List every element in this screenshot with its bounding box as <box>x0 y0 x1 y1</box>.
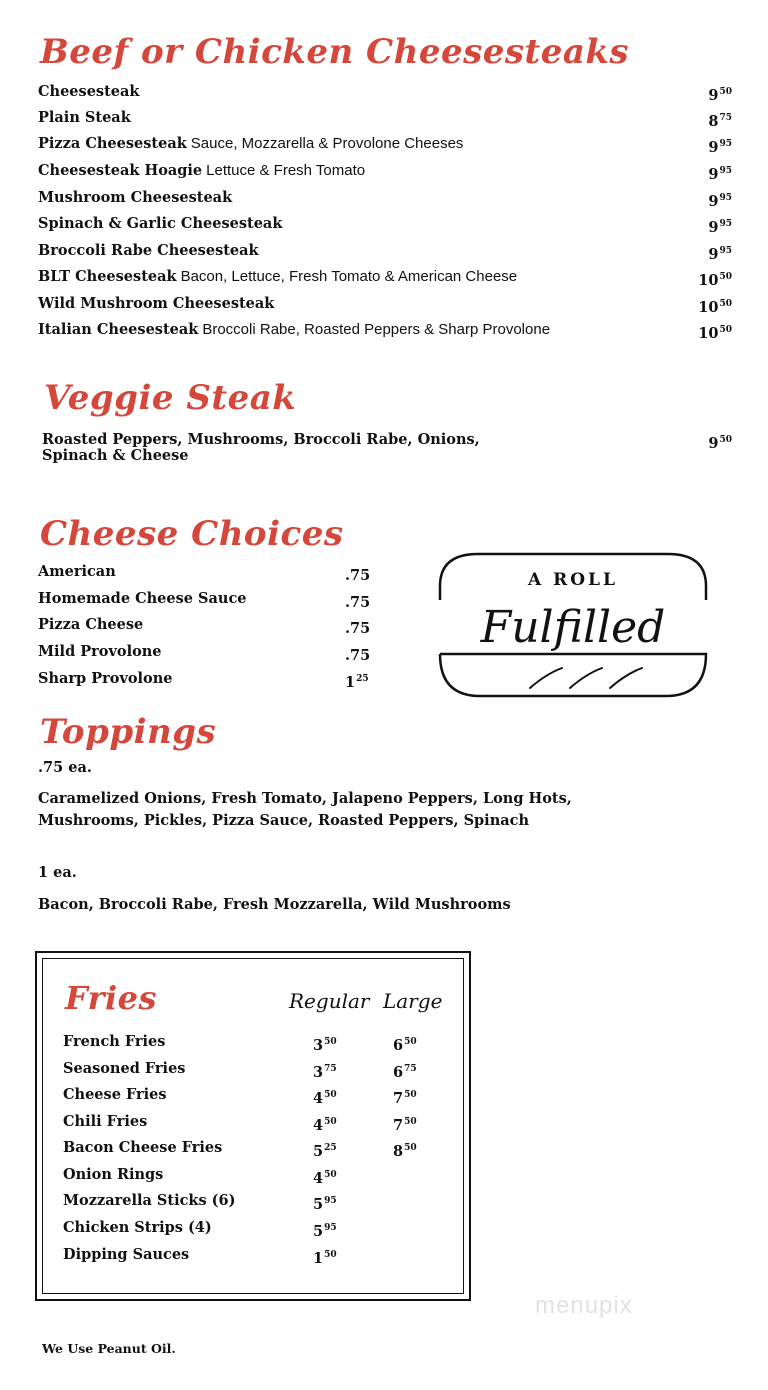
item-price: $9^{95}$ <box>708 139 732 156</box>
cheese-heading: Cheese Choices <box>40 514 344 554</box>
roll-logo <box>434 548 712 702</box>
price-large: $6^{75}$ <box>393 1064 417 1081</box>
cheese-item: Mild Provolone .75 <box>38 639 378 665</box>
item-price: $10^{50}$ <box>698 325 732 342</box>
veggie-heading: Veggie Steak <box>44 378 297 418</box>
item-name: Cheesesteak <box>38 83 140 100</box>
price-regular: $4^{50}$ <box>313 1090 337 1107</box>
cheesesteaks-heading: Beef or Chicken Cheesesteaks <box>40 32 630 72</box>
price-large: $8^{50}$ <box>393 1143 417 1160</box>
menu-item <box>38 159 732 183</box>
menu-item <box>38 132 732 156</box>
logo-script-text: Fulfilled <box>480 602 666 653</box>
watermark: menupix <box>535 1292 633 1319</box>
fries-item: Onion Rings $4^{50}$ <box>63 1162 443 1189</box>
menu-item <box>38 212 732 236</box>
veggie-price: $9^{50}$ <box>708 435 732 452</box>
item-name: Cheesesteak Hoagie <box>38 162 203 179</box>
cheese-item: Pizza Cheese .75 <box>38 612 378 638</box>
item-price: $9^{95}$ <box>708 219 732 236</box>
fries-item: Seasoned Fries $3^{75}$ $6^{75}$ <box>63 1056 443 1083</box>
cheese-price: $1^{25}$ <box>345 674 369 691</box>
fries-item: Mozzarella Sticks (6) $5^{95}$ <box>63 1188 443 1215</box>
item-name: BLT Cheesesteak <box>38 268 177 285</box>
cheese-price: .75 <box>345 620 371 637</box>
col-large: Large <box>383 989 443 1013</box>
item-desc: Lettuce & Fresh Tomato <box>206 162 366 179</box>
item-name: Plain Steak <box>38 109 131 126</box>
fries-item: Dipping Sauces $1^{50}$ <box>63 1242 443 1269</box>
fries-box <box>35 951 471 1301</box>
fries-item: Chicken Strips (4) $5^{95}$ <box>63 1215 443 1242</box>
price-regular: $3^{75}$ <box>313 1064 337 1081</box>
price-regular: $4^{50}$ <box>313 1170 337 1187</box>
price-regular: $1^{50}$ <box>313 1250 337 1267</box>
fries-item: French Fries $3^{50}$ $6^{50}$ <box>63 1029 443 1056</box>
price-large: $7^{50}$ <box>393 1090 417 1107</box>
price-large <box>393 1188 394 1218</box>
toppings-price-75: .75 ea. <box>38 759 92 776</box>
menu-item <box>38 318 732 342</box>
item-desc: Sauce, Mozzarella & Provolone Cheeses <box>190 135 464 152</box>
fries-item: Chili Fries $4^{50}$ $7^{50}$ <box>63 1109 443 1136</box>
item-name: Spinach & Garlic Cheesesteak <box>38 215 283 232</box>
item-desc: Broccoli Rabe, Roasted Peppers & Sharp Provolone <box>202 321 551 338</box>
item-desc: Bacon, Lettuce, Fresh Tomato & American Cheese <box>180 268 518 285</box>
menu-item <box>38 186 732 210</box>
fries-item: Bacon Cheese Fries $5^{25}$ $8^{50}$ <box>63 1135 443 1162</box>
price-regular: $3^{50}$ <box>313 1037 337 1054</box>
cheese-item: Sharp Provolone $1^{25}$ <box>38 666 378 692</box>
col-regular: Regular <box>289 989 370 1013</box>
price-regular: $5^{95}$ <box>313 1223 337 1240</box>
menu-item <box>38 106 732 130</box>
item-price: $9^{95}$ <box>708 166 732 183</box>
item-name: Italian Cheesesteak <box>38 321 199 338</box>
toppings-price-1: 1 ea. <box>38 864 77 881</box>
item-name: Pizza Cheesesteak <box>38 135 187 152</box>
item-name: Broccoli Rabe Cheesesteak <box>38 242 259 259</box>
menu-item <box>38 265 732 289</box>
price-large: $7^{50}$ <box>393 1117 417 1134</box>
cheese-price: .75 <box>345 594 371 611</box>
logo-top-text: A ROLL <box>528 570 618 590</box>
cheese-item: American .75 <box>38 559 378 585</box>
veggie-description: Roasted Peppers, Mushrooms, Broccoli Rabe, Onions, Spinach & Cheese <box>42 431 480 464</box>
toppings-heading: Toppings <box>40 712 217 752</box>
roll-bottom-outline <box>440 654 706 696</box>
price-large <box>393 1215 394 1245</box>
item-price: $9^{95}$ <box>708 246 732 263</box>
fries-heading: Fries <box>65 979 158 1017</box>
menu-item <box>38 80 732 104</box>
fries-item: Cheese Fries $4^{50}$ $7^{50}$ <box>63 1082 443 1109</box>
price-regular: $5^{95}$ <box>313 1196 337 1213</box>
toppings-list-75: Caramelized Onions, Fresh Tomato, Jalapeno Peppers, Long Hots, Mushrooms, Pickles, Pizza Sauce, Roasted Peppers, Spinach <box>38 790 572 829</box>
price-regular: $5^{25}$ <box>313 1143 337 1160</box>
item-price: $9^{95}$ <box>708 193 732 210</box>
item-price: $10^{50}$ <box>698 272 732 289</box>
item-price: $9^{50}$ <box>708 87 732 104</box>
cheese-price: .75 <box>345 567 371 584</box>
item-price: $8^{75}$ <box>708 113 732 130</box>
item-name: Wild Mushroom Cheesesteak <box>38 295 275 312</box>
item-name: Mushroom Cheesesteak <box>38 189 233 206</box>
price-large <box>393 1242 394 1272</box>
footer-note: We Use Peanut Oil. <box>42 1341 176 1356</box>
menu-item <box>38 239 732 263</box>
menu-item <box>38 292 732 316</box>
price-regular: $4^{50}$ <box>313 1117 337 1134</box>
item-price: $10^{50}$ <box>698 299 732 316</box>
price-large: $6^{50}$ <box>393 1037 417 1054</box>
cheese-price: .75 <box>345 647 371 664</box>
cheese-item: Homemade Cheese Sauce .75 <box>38 586 378 612</box>
toppings-list-1: Bacon, Broccoli Rabe, Fresh Mozzarella, Wild Mushrooms <box>38 896 511 913</box>
